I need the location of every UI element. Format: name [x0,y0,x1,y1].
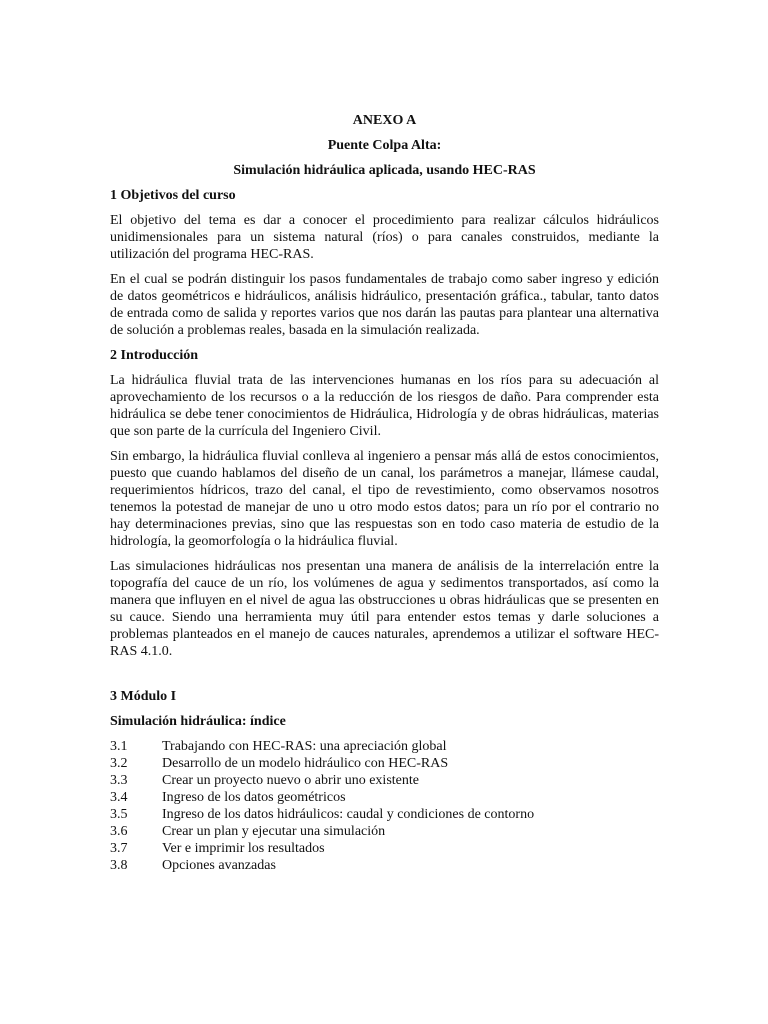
toc-item [110,738,659,755]
toc-item-number: 3.8 [110,858,128,873]
table-of-contents [110,738,659,874]
toc-item-number: 3.1 [110,739,128,754]
toc-item-text: Trabajando con HEC-RAS: una apreciación global [162,739,447,754]
section-2-paragraph-1: La hidráulica fluvial trata de las intervenciones humanas en los ríos para su adecuación al aprovechamiento de los recursos o a la reducción de los riesgos de daño. Para comprender esta hidráulica se debe tener conocimientos de Hidráulica, Hidrología y de obras hidráulicas, materias que son parte de la currícula del Ingeniero Civil. [110,373,659,439]
section-1-heading: 1 Objetivos del curso [110,188,236,203]
section-1-paragraph-2: En el cual se podrán distinguir los pasos fundamentales de trabajo como saber ingreso y edición de datos geométricos e hidráulicos, análisis hidráulico, presentación gráfica., tabular, tanto datos de entrada como de salida y reportes varios que nos darán las pautas para plantear una alternativa de solución a problemas reales, basada en la simulación realizada. [110,272,659,338]
bridge-title: Puente Colpa Alta: [327,138,442,153]
toc-item-number: 3.3 [110,773,128,788]
section-3-subheading: Simulación hidráulica: índice [110,714,286,729]
section-2-paragraph-2: Sin embargo, la hidráulica fluvial conlleva al ingeniero a pensar más allá de estos conocimientos, puesto que cuando hablamos del diseño de un canal, los parámetros a manejar, llámese caudal, requerimientos hídricos, trazo del canal, el tipo de revestimiento, como observamos nosotros tenemos la potestad de manejar de uno u otro modo estos datos; para un río por el contrario no hay determinaciones previas, sino que las respuestas son en todo caso materia de estudio de la hidrología, la geomorfología o la hidráulica fluvial. [110,449,659,549]
toc-item-number: 3.7 [110,841,128,856]
section-2-paragraph-3: Las simulaciones hidráulicas nos presentan una manera de análisis de la interrelación entre la topografía del cauce de un río, los volúmenes de agua y sedimentos transportados, así como la manera que influyen en el nivel de agua las obstrucciones u obras hidráulicas que se presenten en su cauce. Siendo una herramienta muy útil para entender estos temas y darle soluciones a problemas planteados en el manejo de cauces naturales, aprendemos a utilizar el software HEC-RAS 4.1.0. [110,559,659,659]
toc-item [110,789,659,806]
toc-item-text: Opciones avanzadas [162,858,276,873]
toc-item-text: Ingreso de los datos geométricos [162,790,346,805]
toc-item [110,806,659,823]
toc-item-text: Desarrollo de un modelo hidráulico con HEC-RAS [162,756,449,771]
section-2-heading: 2 Introducción [110,348,199,363]
toc-item-text: Crear un proyecto nuevo o abrir uno existente [162,773,419,788]
toc-item [110,772,659,789]
toc-item [110,755,659,772]
toc-item [110,823,659,840]
toc-item-text: Ingreso de los datos hidráulicos: caudal y condiciones de contorno [162,807,535,822]
annex-title: ANEXO A [352,113,417,128]
toc-item-number: 3.2 [110,756,128,771]
section-3-heading: 3 Módulo I [110,689,177,704]
toc-item-text: Ver e imprimir los resultados [162,841,325,856]
toc-item-number: 3.5 [110,807,128,822]
toc-item [110,857,659,874]
toc-item-text: Crear un plan y ejecutar una simulación [162,824,386,839]
toc-item [110,840,659,857]
section-1-paragraph-1: El objetivo del tema es dar a conocer el procedimiento para realizar cálculos hidráulicos unidimensionales para un sistema natural (ríos) o para canales construidos, mediante la utilización del programa HEC-RAS. [110,213,659,262]
document-page [110,104,659,874]
toc-item-number: 3.4 [110,790,128,805]
document-subtitle: Simulación hidráulica aplicada, usando HEC-RAS [233,163,536,178]
toc-item-number: 3.6 [110,824,128,839]
